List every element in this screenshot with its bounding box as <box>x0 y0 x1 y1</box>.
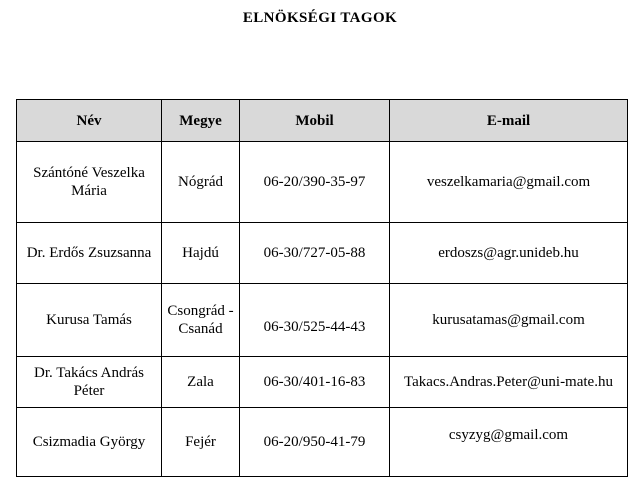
table-row <box>17 357 628 408</box>
header-email: E-mail <box>390 100 628 142</box>
cell-name: Csizmadia György <box>17 408 162 477</box>
cell-email: csyzyg@gmail.com <box>390 408 628 477</box>
table-row <box>17 142 628 223</box>
cell-name: Dr. Takács András Péter <box>17 357 162 408</box>
cell-county: Nógrád <box>162 142 240 223</box>
header-name: Név <box>17 100 162 142</box>
cell-name: Dr. Erdős Zsuzsanna <box>17 223 162 284</box>
members-table <box>16 99 628 477</box>
cell-county: Hajdú <box>162 223 240 284</box>
cell-county: Fejér <box>162 408 240 477</box>
cell-email: kurusatamas@gmail.com <box>390 284 628 357</box>
cell-mobile: 06-30/401-16-83 <box>240 357 390 408</box>
table-header-row <box>17 100 628 142</box>
table-row <box>17 223 628 284</box>
cell-county: Csongrád -Csanád <box>162 284 240 357</box>
cell-county: Zala <box>162 357 240 408</box>
cell-name: Szántóné Veszelka Mária <box>17 142 162 223</box>
header-county: Megye <box>162 100 240 142</box>
cell-email: Takacs.Andras.Peter@uni-mate.hu <box>390 357 628 408</box>
cell-email: veszelkamaria@gmail.com <box>390 142 628 223</box>
cell-mobile: 06-20/950-41-79 <box>240 408 390 477</box>
cell-mobile: 06-30/525-44-43 <box>240 284 390 357</box>
table-row <box>17 408 628 477</box>
cell-mobile: 06-30/727-05-88 <box>240 223 390 284</box>
cell-mobile: 06-20/390-35-97 <box>240 142 390 223</box>
header-mobile: Mobil <box>240 100 390 142</box>
document-title: ELNÖKSÉGI TAGOK <box>242 10 398 26</box>
cell-name: Kurusa Tamás <box>17 284 162 357</box>
cell-email: erdoszs@agr.unideb.hu <box>390 223 628 284</box>
table-row <box>17 284 628 357</box>
